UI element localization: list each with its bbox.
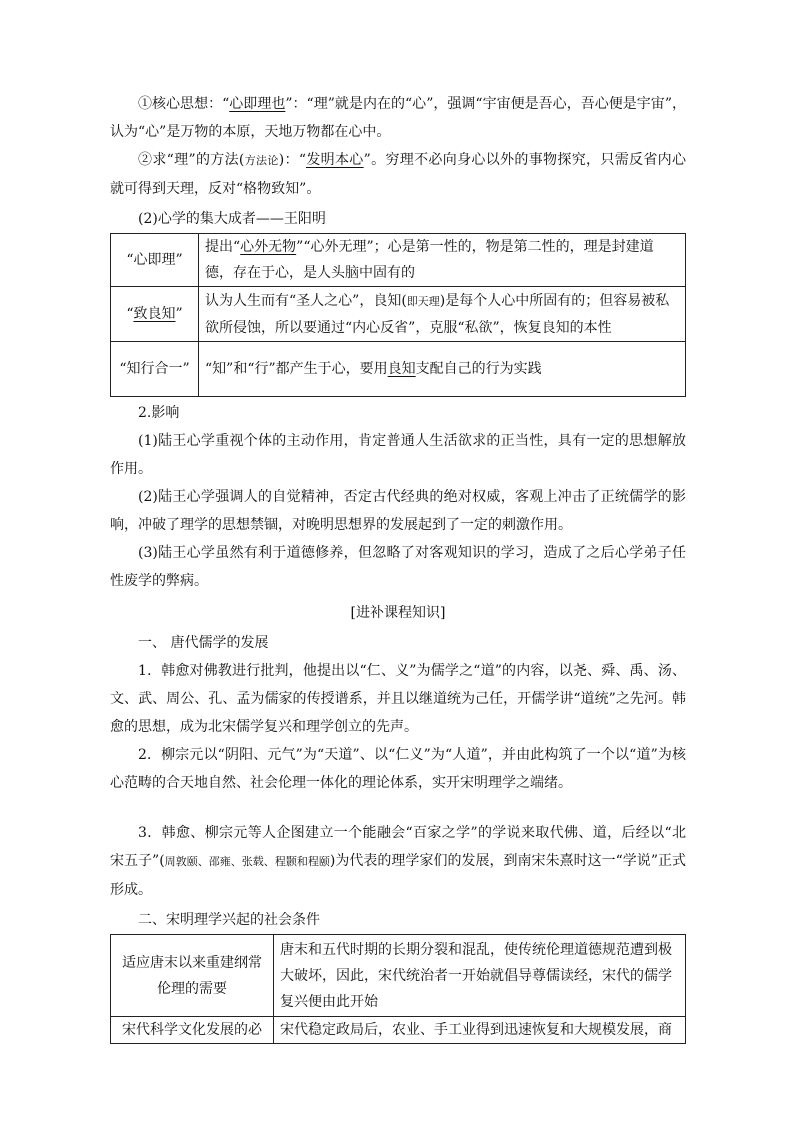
song-heading: 二、宋明理学兴起的社会条件 <box>138 912 320 928</box>
core-idea-paragraph <box>110 90 686 146</box>
text-span: 3．韩愈、柳宗元等人企图建立一个能融会“百家之学”的学说来取代佛、道，后经以“北宋五子”( <box>110 825 686 869</box>
text-span: ”：“理”就是内在的“心”，强调“宇宙便是吾心，吾心便是宇宙”，认为“心”是万物的本原，天地万物都在心中。 <box>110 96 686 140</box>
tang-paragraph <box>110 819 686 904</box>
underlined-term: 良知 <box>387 361 416 377</box>
text-span: “知”和“行”都产生于心，要用 <box>205 361 388 377</box>
table-row <box>111 234 686 287</box>
row-label: “心即理” <box>111 234 199 287</box>
text-span: 提出“ <box>205 239 241 255</box>
document-page <box>110 90 686 1044</box>
text-span: ”“心外无理”；心是第一性的，物是第二性的，理是封建道德，存在于心，是人头脑中固有的 <box>205 239 654 281</box>
table-row <box>111 1017 686 1044</box>
text-span: )为代表的理学家们的发展，到南宋朱熹时这一“学说”正式形成。 <box>110 853 687 898</box>
row-label: “知行合一” <box>111 342 199 397</box>
influence-paragraph: (2)陆王心学强调人的自觉精神，否定古代经典的绝对权威，客观上冲击了正统儒学的影响，冲破了理学的思想禁锢，对晚明思想界的发展起到了一定的刺激作用。 <box>110 489 686 533</box>
wang-yangming-heading: (2)心学的集大成者——王阳明 <box>138 211 326 227</box>
annotation-note: 即天理 <box>406 294 440 308</box>
row-content <box>199 342 686 397</box>
influence-heading: 2.影响 <box>138 405 180 421</box>
text-span: 认为人生而有“圣人之心”，良知( <box>205 292 407 309</box>
tang-paragraph: 2．柳宗元以“阴阳、元气”为“天道”、以“仁义”为“人道”，并由此构筑了一个以“道”为核心范畴的合天地自然、社会伦理一体化的理论体系，实开宋明理学之端绪。 <box>110 747 686 791</box>
influence-paragraph: (3)陆王心学虽然有利于道德修养，但忽略了对客观知识的学习，造成了之后心学弟子任性废学的弊病。 <box>110 545 686 589</box>
song-conditions-table <box>110 934 686 1044</box>
table-row <box>111 935 686 1017</box>
method-paragraph <box>110 146 686 203</box>
table-row <box>111 342 686 397</box>
section-title: [进补课程知识] <box>350 605 446 621</box>
row-content: 唐末和五代时期的长期分裂和混乱，使传统伦理道德规范遭到极大破坏，因此，宋代统治者一开始就倡导尊儒读经，宋代的儒学复兴便由此开始 <box>274 935 686 1017</box>
row-label <box>111 287 199 342</box>
row-label: 适应唐末以来重建纲常伦理的需要 <box>111 935 274 1017</box>
text-span: ②求“理”的方法( <box>138 152 245 168</box>
text-span: )：“ <box>278 152 306 168</box>
row-label: 宋代科学文化发展的必 <box>111 1017 274 1044</box>
row-content <box>199 234 686 287</box>
tang-heading: 一、 唐代儒学的发展 <box>138 635 269 651</box>
annotation-note: 方法论 <box>244 154 279 167</box>
row-content: 宋代稳定政局后，农业、手工业得到迅速恢复和大规模发展，商 <box>274 1017 686 1044</box>
text-span: ” <box>175 306 183 322</box>
annotation-note: 周敦颐、邵雍、张载、程颢和程颐 <box>164 855 330 868</box>
underlined-term: 心外无物 <box>240 239 297 255</box>
text-span: )是每个人心中所固有的；但容易被私欲所侵蚀，所以要通过“内心反省”，克服“私欲”，恢复良知的本性 <box>205 292 670 336</box>
text-span: ①核心思想：“ <box>138 96 230 112</box>
tang-paragraph: 1．韩愈对佛教进行批判，他提出以“仁、义”为儒学之“道”的内容，以尧、舜、禹、汤、文、武、周公、孔、孟为儒家的传授谱系，并且以继道统为己任，开儒学讲“道统”之先河。韩愈的思想，成为北宋儒学复兴和理学创立的先声。 <box>110 663 686 735</box>
underlined-term: 心即理也 <box>229 96 286 112</box>
spacer <box>110 797 686 819</box>
row-content <box>199 287 686 342</box>
text-span: ”。穷理不必向身心以外的事物探究，只需反省内心就可得到天理，反对“格物致知”。 <box>110 152 687 197</box>
influence-paragraph: (1)陆王心学重视个体的主动作用，肯定普通人生活欲求的正当性，具有一定的思想解放作用。 <box>110 433 686 477</box>
table-row <box>111 287 686 342</box>
text-span: 支配自己的行为实践 <box>415 361 542 377</box>
underlined-term: 发明本心 <box>306 152 364 168</box>
wang-yangming-table <box>110 233 686 397</box>
text-span: “ <box>126 306 134 322</box>
underlined-term: 致良知 <box>133 306 176 322</box>
